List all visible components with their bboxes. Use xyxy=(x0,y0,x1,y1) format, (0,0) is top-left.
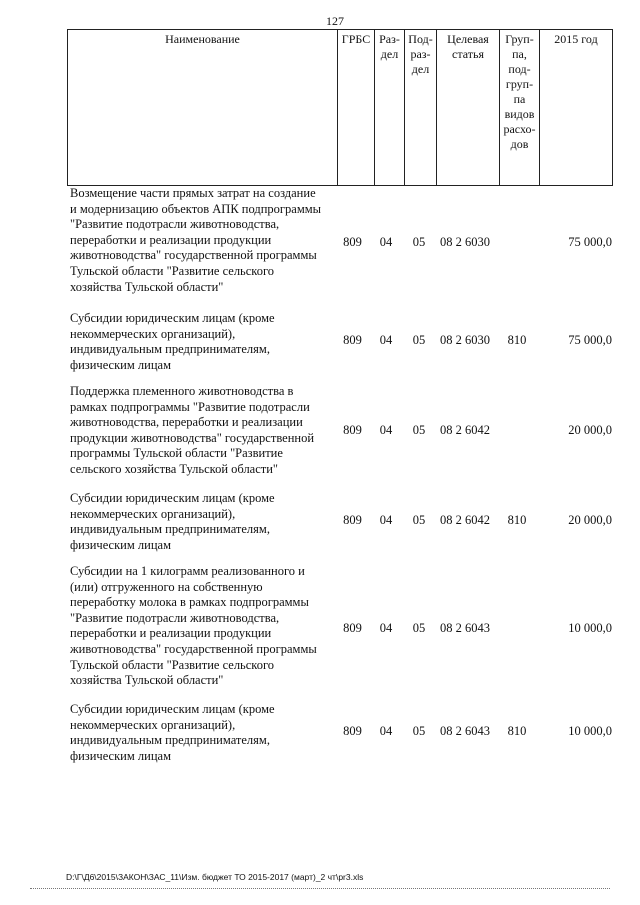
row-target: 08 2 6030 xyxy=(440,333,490,347)
row-group: 810 xyxy=(507,333,527,347)
table-header xyxy=(67,29,613,186)
row-amount: 10 000,0 xyxy=(568,724,612,738)
row-name: Субсидии юридическим лицам (кроме некоммерческих организаций), индивидуальным предпринимателям, физическим лицам xyxy=(70,702,275,763)
table-row xyxy=(70,186,615,301)
row-podrazdel: 05 xyxy=(412,235,426,249)
footer-file-path: D:\Г\Д6\2015\ЗАКОН\ЗАС_11\Изм. бюджет ТО 2015-2017 (март)_2 чт\pr3.xls xyxy=(66,872,364,882)
row-podrazdel: 05 xyxy=(412,333,426,347)
row-group: 810 xyxy=(507,513,527,527)
table-row xyxy=(70,491,615,556)
header-target: Целевая статья xyxy=(436,30,499,185)
row-podrazdel: 05 xyxy=(412,513,426,527)
table-row xyxy=(70,311,615,376)
row-group: 810 xyxy=(507,724,527,738)
row-amount: 20 000,0 xyxy=(568,513,612,527)
row-grbs: 809 xyxy=(343,423,362,437)
row-grbs: 809 xyxy=(343,621,362,635)
row-razdel: 04 xyxy=(379,235,393,249)
table-row xyxy=(70,564,615,692)
row-razdel: 04 xyxy=(379,513,393,527)
row-amount: 10 000,0 xyxy=(568,621,612,635)
row-name: Возмещение части прямых затрат на создание и модернизацию объектов АПК подпрограммы "Развитие подотрасли животноводства, переработки и реализации продукции животноводства" государственной программы Тульской области "Развитие сельского хозяйства Тульской области" xyxy=(70,186,322,294)
row-grbs: 809 xyxy=(343,333,362,347)
row-podrazdel: 05 xyxy=(412,724,426,738)
header-year: 2015 год xyxy=(539,30,613,185)
row-grbs: 809 xyxy=(343,235,362,249)
table-row xyxy=(70,384,615,482)
row-razdel: 04 xyxy=(379,333,393,347)
row-podrazdel: 05 xyxy=(412,423,426,437)
row-name: Субсидии юридическим лицам (кроме некоммерческих организаций), индивидуальным предпринимателям, физическим лицам xyxy=(70,311,275,372)
row-name: Поддержка племенного животноводства в рамках подпрограммы "Развитие подотрасли животноводства, переработки и реализации продукции животноводства" государственной программы Тульской области "Развитие сельского хозяйства Тульской области" xyxy=(70,384,315,476)
header-podrazdel: Под- раз- дел xyxy=(404,30,436,185)
header-name: Наименование xyxy=(67,30,337,185)
bottom-divider xyxy=(30,888,610,889)
row-target: 08 2 6042 xyxy=(440,513,490,527)
row-name: Субсидии на 1 килограмм реализованного и (или) отгруженного на собственную переработку молока в рамках подпрограммы "Развитие подотрасли животноводства, переработки и реализации продукции животноводства" государственной программы Тульской области "Развитие сельского хозяйства Тульской области" xyxy=(70,564,317,688)
row-amount: 75 000,0 xyxy=(568,235,612,249)
row-name: Субсидии юридическим лицам (кроме некоммерческих организаций), индивидуальным предпринимателям, физическим лицам xyxy=(70,491,275,552)
header-grbs: ГРБС xyxy=(337,30,374,185)
row-target: 08 2 6043 xyxy=(440,621,490,635)
table-row xyxy=(70,702,615,767)
row-razdel: 04 xyxy=(379,423,393,437)
page-number: 127 xyxy=(326,14,344,28)
header-razdel: Раз- дел xyxy=(374,30,404,185)
row-grbs: 809 xyxy=(343,724,362,738)
row-podrazdel: 05 xyxy=(412,621,426,635)
row-amount: 20 000,0 xyxy=(568,423,612,437)
row-razdel: 04 xyxy=(379,724,393,738)
row-target: 08 2 6042 xyxy=(440,423,490,437)
header-group: Груп- па, под- груп- па видов расхо- дов xyxy=(499,30,539,185)
row-target: 08 2 6030 xyxy=(440,235,490,249)
row-amount: 75 000,0 xyxy=(568,333,612,347)
row-grbs: 809 xyxy=(343,513,362,527)
row-target: 08 2 6043 xyxy=(440,724,490,738)
row-razdel: 04 xyxy=(379,621,393,635)
